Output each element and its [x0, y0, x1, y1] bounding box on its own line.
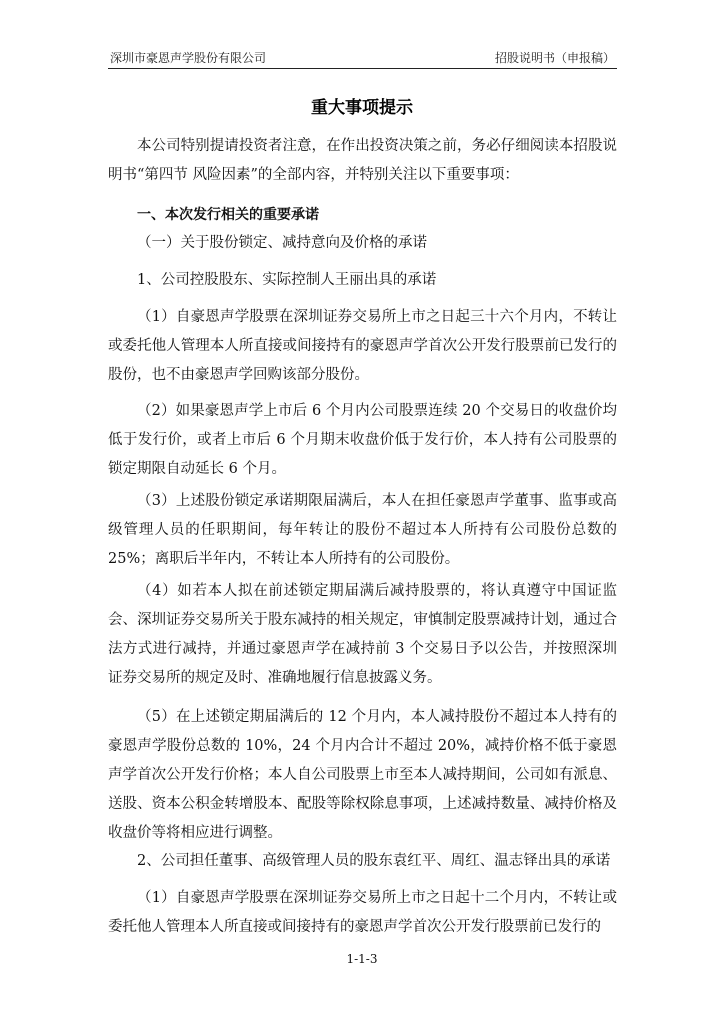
subsection-heading-1: （一）关于股份锁定、减持意向及价格的承诺	[137, 235, 427, 251]
paragraph-6: （1）自豪恩声学股票在深圳证券交易所上市之日起十二个月内，不转让或委托他人管理本人所直接或间接持有的豪恩声学首次公开发行股票前已发行的	[108, 890, 617, 935]
item-heading-2: 2、公司担任董事、高级管理人员的股东袁红平、周红、温志铎出具的承诺	[137, 853, 611, 869]
section-heading-1: 一、本次发行相关的重要承诺	[137, 207, 319, 223]
page-title: 重大事项提示	[311, 98, 413, 118]
paragraph-1: （1）自豪恩声学股票在深圳证券交易所上市之日起三十六个月内，不转让或委托他人管理本人所直接或间接持有的豪恩声学首次公开发行股票前已发行的股份，也不由豪恩声学回购该部分股份。	[108, 309, 617, 383]
page-header	[108, 50, 617, 69]
item-heading-1: 1、公司控股股东、实际控制人王丽出具的承诺	[137, 272, 437, 288]
header-company: 深圳市豪恩声学股份有限公司	[110, 51, 267, 65]
intro-paragraph: 本公司特别提请投资者注意，在作出投资决策之前，务必仔细阅读本招股说明书“第四节 风险因素”的全部内容，并特别关注以下重要事项：	[108, 138, 617, 183]
paragraph-4: （4）如若本人拟在前述锁定期届满后减持股票的，将认真遵守中国证监会、深圳证券交易所关于股东减持的相关规定，审慎制定股票减持计划，通过合法方式进行减持，并通过豪恩声学在减持前 3 个交易日予以公告，并按照深圳证券交易所的规定及时、准确地履行信息披露义务。	[108, 583, 617, 686]
header-doc-title: 招股说明书（申报稿）	[494, 51, 615, 65]
paragraph-3: （3）上述股份锁定承诺期限届满后，本人在担任豪恩声学董事、监事或高级管理人员的任职期间，每年转让的股份不超过本人所持有公司股份总数的 25%；离职后半年内，不转让本人所持有的公司股份。	[108, 493, 617, 567]
paragraph-5: （5）在上述锁定期届满后的 12 个月内，本人减持股份不超过本人持有的豪恩声学股份总数的 10%，24 个月内合计不超过 20%，减持价格不低于豪恩声学首次公开发行价格；本人自公司股票上市至本人减持期间，公司如有派息、送股、资本公积金转增股本、配股等除权除息事项，上述减持数量、减持价格及收盘价等将相应进行调整。	[108, 709, 617, 841]
page-number: 1-1-3	[346, 952, 378, 966]
paragraph-2: （2）如果豪恩声学上市后 6 个月内公司股票连续 20 个交易日的收盘价均低于发行价，或者上市后 6 个月期末收盘价低于发行价，本人持有公司股票的锁定期限自动延长 6 个月。	[108, 403, 617, 477]
